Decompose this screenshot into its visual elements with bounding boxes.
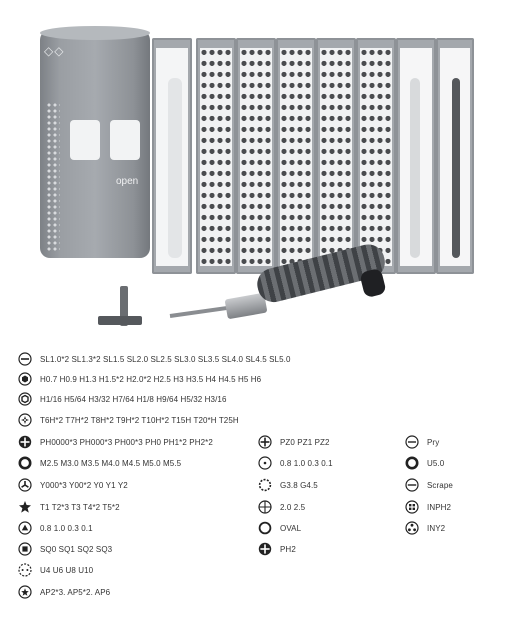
tray-bits-3: [276, 38, 316, 274]
pentalobe-icon: [18, 585, 32, 599]
legend-text: M2.5 M3.0 M3.5 M4.0 M4.5 M5.0 M5.5: [40, 458, 182, 468]
ph-solid-icon: [258, 542, 272, 556]
legend-text: H1/16 H5/64 H3/32 H7/64 H1/8 H9/64 H5/32 H3/16: [40, 394, 227, 404]
socket-icon: [18, 456, 32, 470]
pry-icon: [405, 435, 419, 449]
torx-solid-icon: [18, 500, 32, 514]
legend-text: U5.0: [427, 458, 445, 468]
hex-icon: [18, 372, 32, 386]
legend-row-phillips: [18, 433, 213, 451]
bit-legend: [0, 345, 510, 630]
iny2-icon: [405, 521, 419, 535]
legend-row-hex-inch: [18, 390, 227, 408]
legend-row-triangle: [18, 519, 93, 537]
legend-row-pentalobe: [18, 583, 110, 601]
legend-text: H0.7 H0.9 H1.3 H1.5*2 H2.0*2 H2.5 H3 H3.5 H4 H4.5 H5 H6: [40, 374, 262, 384]
hand-twist-icon: [70, 120, 100, 160]
legend-text: PZ0 PZ1 PZ2: [280, 437, 330, 447]
legend-row-oval: [258, 519, 301, 537]
storage-cylinder: [40, 30, 150, 258]
brand-logo: ◇◇: [44, 44, 65, 58]
tray-handle: [152, 38, 192, 274]
legend-row-cross-circle: [258, 498, 305, 516]
tray-bits-2: [236, 38, 276, 274]
pry-tool: [410, 78, 420, 258]
legend-row-torx: [18, 411, 239, 429]
legend-text: T1 T2*3 T3 T4*2 T5*2: [40, 502, 120, 512]
legend-row-gear-ring: [258, 476, 318, 494]
dot-center-icon: [258, 456, 272, 470]
tray-bits-4: [316, 38, 356, 274]
tri-wing-icon: [18, 478, 32, 492]
tray-bits-1: [196, 38, 236, 274]
legend-text: SL1.0*2 SL1.3*2 SL1.5 SL2.0 SL2.5 SL3.0 SL3.5 SL4.0 SL4.5 SL5.0: [40, 354, 291, 364]
triangle-icon: [18, 521, 32, 535]
legend-text: INPH2: [427, 502, 452, 512]
inph2-icon: [405, 500, 419, 514]
legend-text: Scrape: [427, 480, 453, 490]
tray-bits-5: [356, 38, 396, 274]
legend-row-square: [18, 540, 112, 558]
legend-row-torx-solid: [18, 498, 120, 516]
legend-text: SQ0 SQ1 SQ2 SQ3: [40, 544, 113, 554]
legend-row-u5: [405, 454, 444, 472]
open-label: open: [116, 176, 139, 187]
legend-row-dot-center: [258, 454, 333, 472]
u-shape-icon: [18, 563, 32, 577]
legend-row-hex: [18, 370, 261, 388]
legend-text: T6H*2 T7H*2 T8H*2 T9H*2 T10H*2 T15H T20*H T25H: [40, 415, 239, 425]
legend-text: 0.8 1.0 0.3 0.1: [40, 523, 93, 533]
cross-circle-icon: [258, 500, 272, 514]
legend-text: AP2*3. AP5*2. AP6: [40, 587, 111, 597]
gesture-icons: [70, 120, 146, 180]
legend-row-iny2: [405, 519, 445, 537]
tray-tools: [396, 38, 436, 274]
legend-row-ph-solid: [258, 540, 296, 558]
legend-text: 0.8 1.0 0.3 0.1: [280, 458, 333, 468]
legend-row-scrape: [405, 476, 453, 494]
legend-text: Y000*3 Y00*2 Y0 Y1 Y2: [40, 480, 128, 490]
precision-driver: [452, 78, 460, 258]
cylinder-dot-pattern: [46, 102, 60, 252]
torx-icon: [18, 413, 32, 427]
legend-row-u-shape: [18, 561, 93, 579]
bit-holder: [98, 316, 142, 325]
phillips-icon: [18, 435, 32, 449]
legend-text: U4 U6 U8 U10: [40, 565, 94, 575]
legend-text: INY2: [427, 523, 446, 533]
handle-extension: [168, 78, 182, 258]
legend-text: OVAL: [280, 523, 302, 533]
legend-text: 2.0 2.5: [280, 502, 306, 512]
legend-row-slotted: [18, 350, 291, 368]
legend-text: Pry: [427, 437, 440, 447]
legend-row-pry: [405, 433, 439, 451]
legend-text: G3.8 G4.5: [280, 480, 318, 490]
u5-icon: [405, 456, 419, 470]
scrape-icon: [405, 478, 419, 492]
gear-ring-icon: [258, 478, 272, 492]
hand-open-icon: [110, 120, 140, 160]
legend-row-tri-wing: [18, 476, 128, 494]
oval-icon: [258, 521, 272, 535]
tray-driver: [436, 38, 474, 274]
cylinder-top: [40, 26, 150, 40]
square-icon: [18, 542, 32, 556]
legend-text: PH2: [280, 544, 296, 554]
hex-inch-icon: [18, 392, 32, 406]
pozidriv-icon: [258, 435, 272, 449]
legend-row-inph2: [405, 498, 451, 516]
legend-row-socket: [18, 454, 181, 472]
legend-row-pozidriv: [258, 433, 330, 451]
legend-text: PH0000*3 PH000*3 PH00*3 PH0 PH1*2 PH2*2: [40, 437, 213, 447]
slotted-icon: [18, 352, 32, 366]
